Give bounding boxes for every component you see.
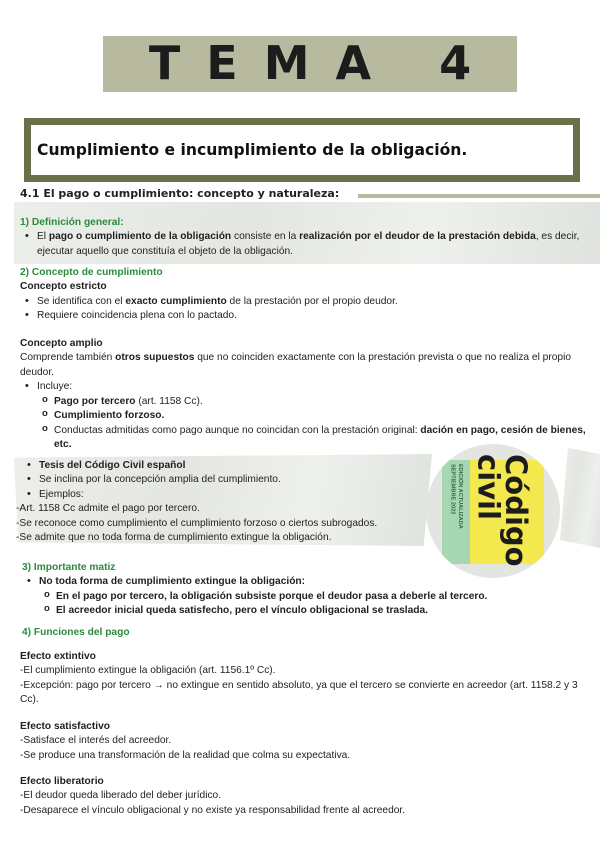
nuance-sub-2: o El acreedor inicial queda satisfecho, pero el vínculo obligacional se traslada. xyxy=(22,604,594,618)
example-line-1: -Art. 1158 Cc admite el pago por tercero. xyxy=(16,503,200,515)
extintive-title: Efecto extintivo xyxy=(20,651,96,662)
nuance-block xyxy=(22,561,594,619)
codigo-civil-cover-image xyxy=(426,444,560,578)
cover-title: Código civil xyxy=(471,454,534,567)
definition-heading: 1) Definición general: xyxy=(20,217,124,228)
strict-concept-title: Concepto estricto xyxy=(20,281,107,293)
extintive-line-2: -Excepción: pago por tercero → no extingue en sentido absoluto, ya que el tercero se convierte en acreedor (art. 1158.2 y 3 Cc). xyxy=(20,679,578,706)
include-sub-3: o Conductas admitidas como pago aunque no coincidan con la prestación original: dación en pago, cesión de bienes, etc. xyxy=(20,424,592,453)
nuance-item: • No toda forma de cumplimiento extingue la obligación: xyxy=(22,575,594,589)
satisfactive-line-1: -Satisface el interés del acreedor. xyxy=(20,735,172,747)
strict-item-2: • Requiere coincidencia plena con lo pactado. xyxy=(20,309,592,323)
page-title: TEMA 4 xyxy=(148,36,498,91)
satisfactive-title: Efecto satisfactivo xyxy=(20,721,111,732)
satisfactive-block xyxy=(20,720,592,763)
strict-item-1: • Se identifica con el exacto cumplimiento de la prestación por el propio deudor. xyxy=(20,295,592,309)
example-line-2: -Se reconoce como cumplimiento el cumplimiento forzoso o ciertos subrogados. xyxy=(16,517,378,529)
nuance-sub-1: o En el pago por tercero, la obligación subsiste porque el deudor pasa a deberle al tercero. xyxy=(22,590,594,604)
thesis-item-1: • Tesis del Código Civil español xyxy=(22,459,432,473)
liberatory-title: Efecto liberatorio xyxy=(20,776,104,787)
liberatory-block xyxy=(20,775,592,818)
satisfactive-line-2: -Se produce una transformación de la realidad que colma su expectativa. xyxy=(20,749,351,761)
definition-item: • El pago o cumplimiento de la obligación consiste en la realización por el deudor de la prestación debida, es decir, ejecutar aquello que constituía el objeto de la obligación. xyxy=(20,230,592,259)
concept-block xyxy=(20,266,592,324)
concept-heading: 2) Concepto de cumplimiento xyxy=(20,267,163,278)
thesis-item-3: • Ejemplos: xyxy=(22,488,432,502)
heading-rule xyxy=(358,194,600,198)
nuance-heading: 3) Importante matiz xyxy=(22,562,116,573)
include-sub-1: o Pago por tercero (art. 1158 Cc). xyxy=(20,395,592,409)
example-line-3: -Se admite que no toda forma de cumplimiento extingue la obligación. xyxy=(16,532,332,544)
section-heading-4-1: 4.1 El pago o cumplimiento: concepto y naturaleza: xyxy=(20,187,340,200)
paper-texture-right xyxy=(560,448,600,548)
page-subtitle: Cumplimiento e incumplimiento de la obligación. xyxy=(37,140,468,159)
includes-item: • Incluye: xyxy=(20,380,592,394)
liberatory-line-2: -Desaparece el vínculo obligacional y no existe ya responsabilidad frente al acreedor. xyxy=(20,804,406,816)
liberatory-line-1: -El deudor queda liberado del deber jurídico. xyxy=(20,790,222,802)
broad-concept-text: Comprende también otros supuestos que no coinciden exactamente con la prestación prevista o que no realiza el propio deudor. xyxy=(20,352,571,378)
definition-block xyxy=(20,216,592,259)
thesis-block xyxy=(16,459,432,546)
cover-edition-text: EDICIÓN ACTUALIZADA SEPTIEMBRE 2022 xyxy=(449,464,464,529)
broad-concept-block xyxy=(20,337,592,453)
extintive-line-1: -El cumplimiento extingue la obligación (art. 1156.1º Cc). xyxy=(20,665,276,677)
broad-concept-title: Concepto amplio xyxy=(20,338,103,349)
subtitle-box xyxy=(24,118,580,182)
title-banner xyxy=(103,36,517,92)
thesis-item-2: • Se inclina por la concepción amplia del cumplimiento. xyxy=(22,473,432,487)
functions-heading: 4) Funciones del pago xyxy=(22,627,130,638)
functions-heading-block xyxy=(22,626,594,640)
include-sub-2: o Cumplimiento forzoso. xyxy=(20,409,592,423)
extintive-block xyxy=(20,650,592,708)
